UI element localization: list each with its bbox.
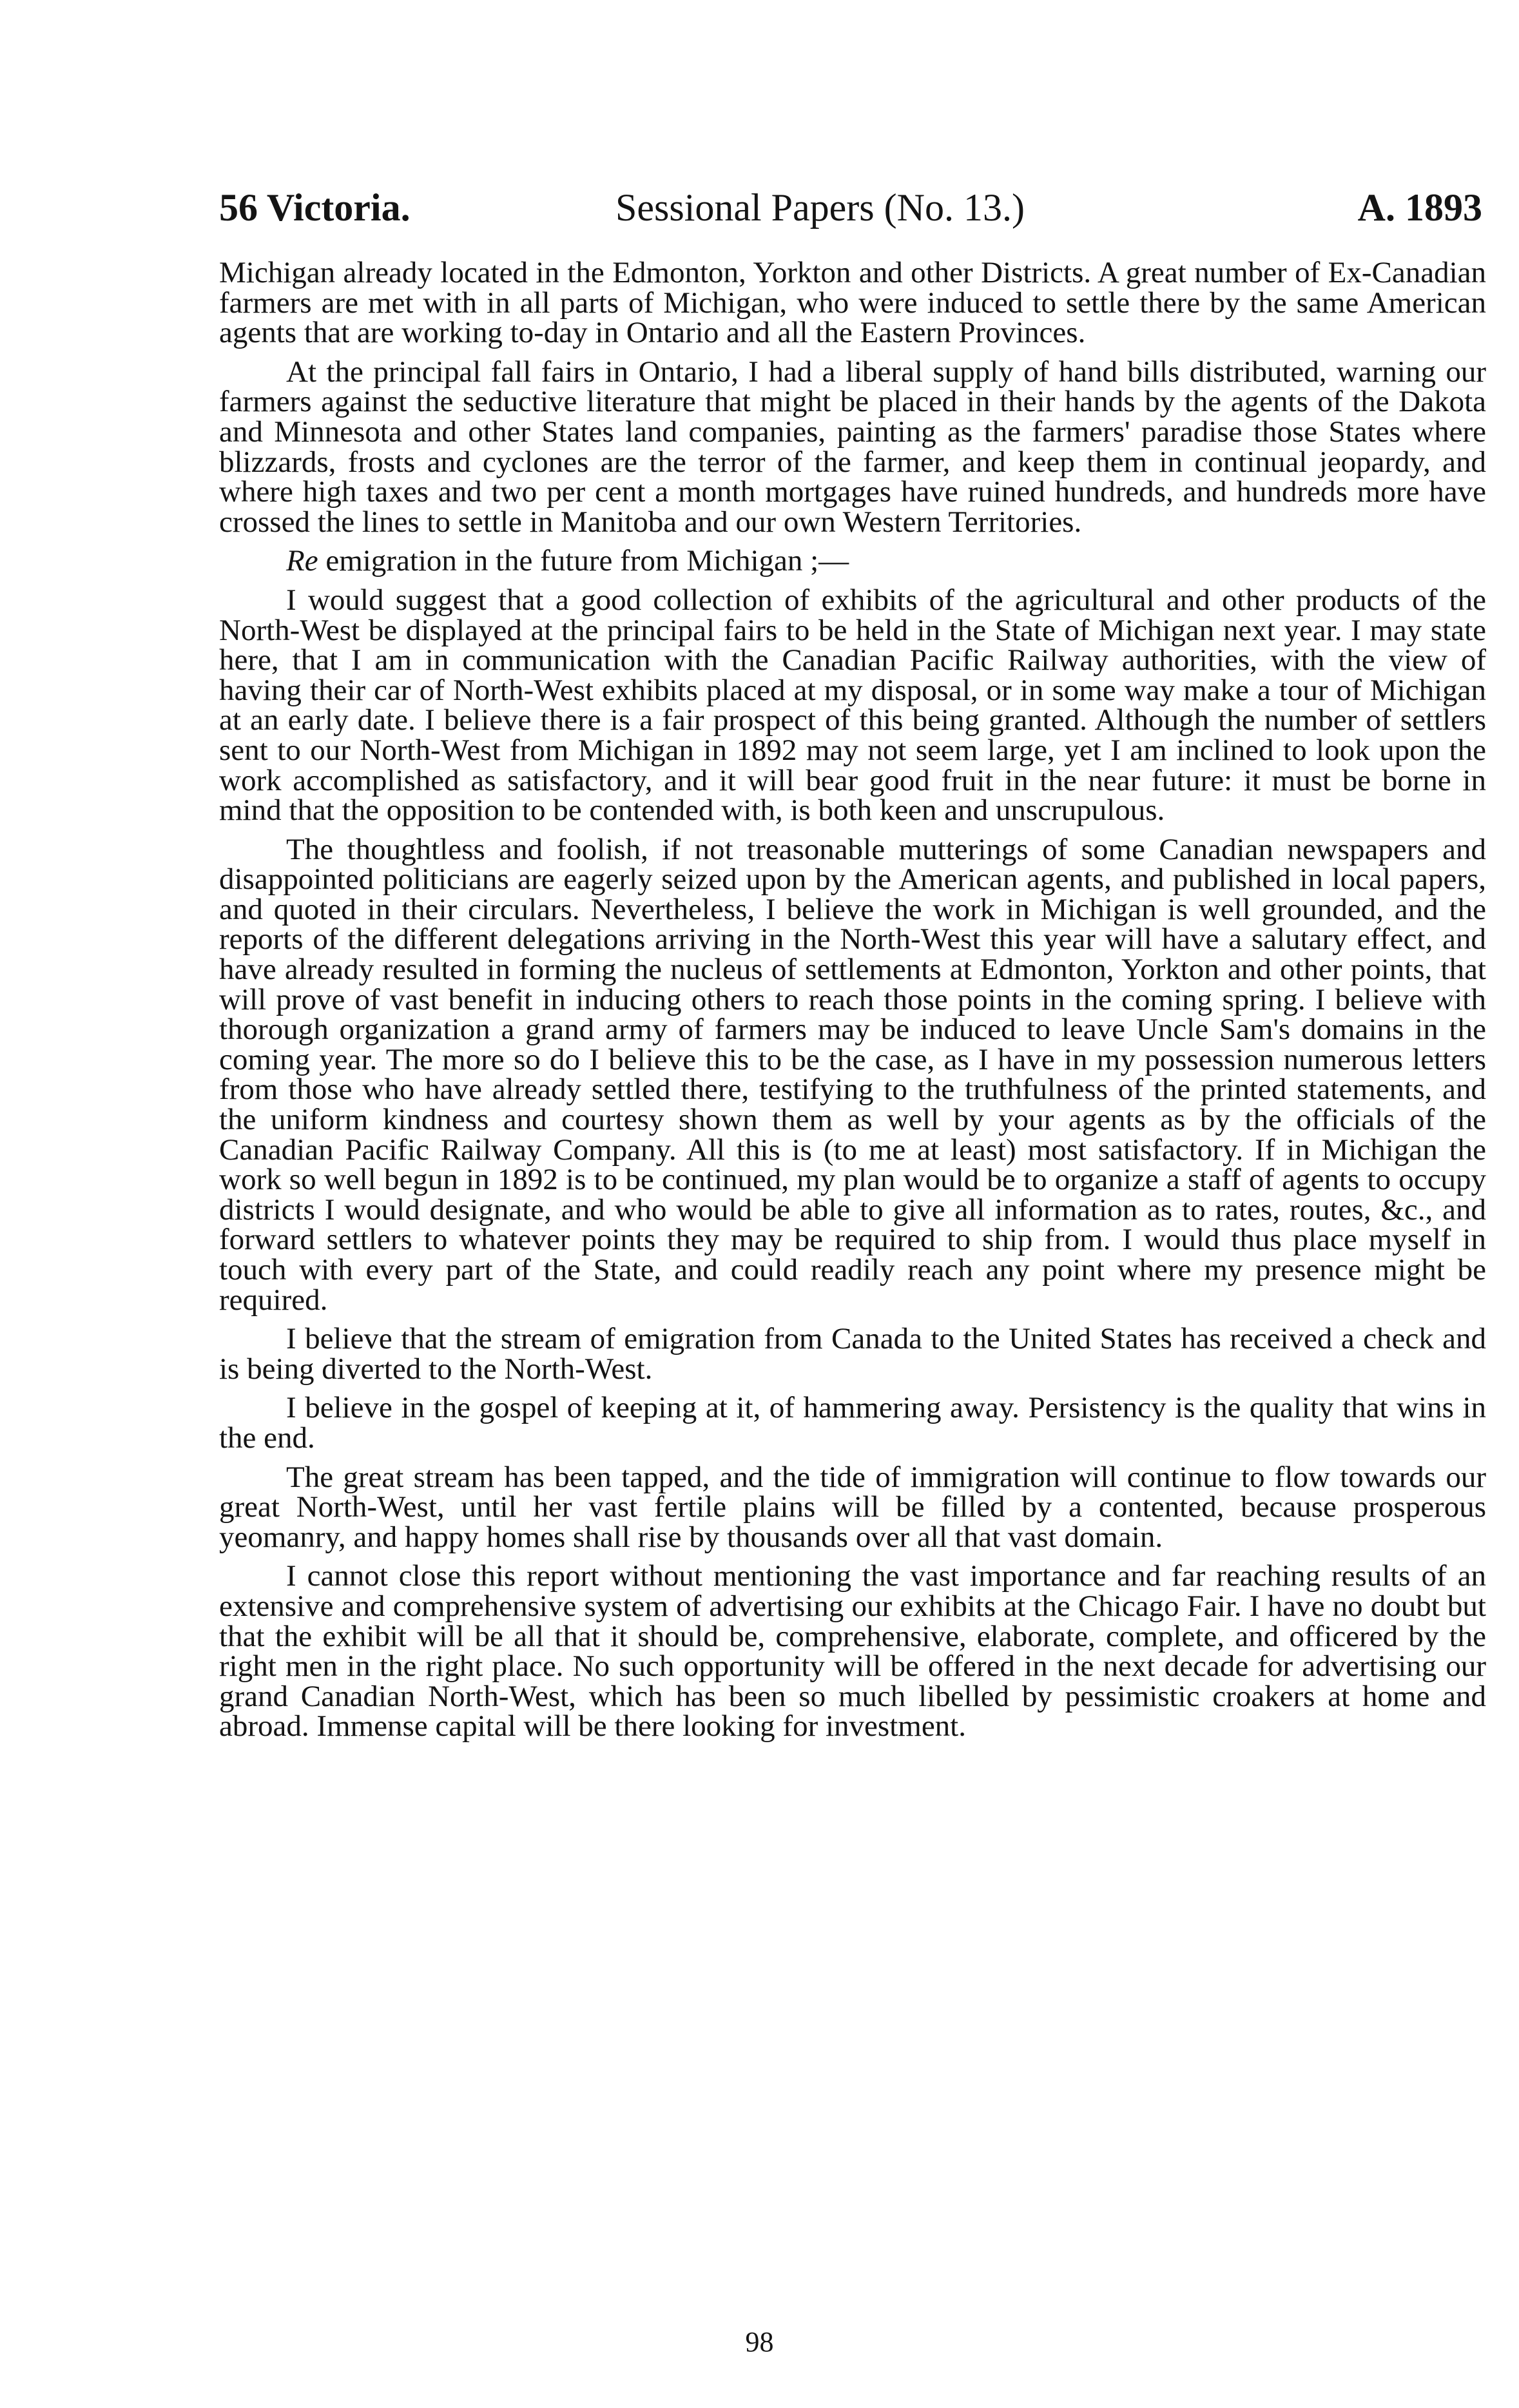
- header-session: 56 Victoria.: [219, 186, 411, 229]
- paragraph-re-emigration: [219, 546, 1486, 576]
- report-body: [219, 258, 1486, 1751]
- paragraph-stream: I believe that the stream of emigration from Canada to the United States has received a check and is being diverted to the North-West.: [219, 1322, 1486, 1386]
- paragraph-chicago-fair: I cannot close this report without mentioning the vast importance and far reaching results of an extensive and comprehensive system of advertising our exhibits at the Chicago Fair. I have no doubt but that the exhibit will be all that it should be, comprehensive, elaborate, complete, and officered by the right men in the right place. No such opportunity will be offered in the next decade for advertising our grand Canadian North-West, which has been so much libelled by pessimistic croakers at home and abroad. Immense capital will be there looking for investment.: [219, 1559, 1486, 1743]
- paragraph-fall-fairs: At the principal fall fairs in Ontario, I had a liberal supply of hand bills distributed, warning our farmers against the seductive literature that might be placed in their hands by the agents of the Dakota and Minnesota and other States land companies, painting as the farmers' paradise those States where blizzards, frosts and cyclones are the terror of the farmer, and keep them in continual jeopardy, and where high taxes and two per cent a month mortgages have ruined hundreds, and hundreds more have crossed the lines to settle in Manitoba and our own Western Territories.: [219, 354, 1486, 539]
- re-emigration-text: emigration in the future from Michigan ;—: [318, 544, 849, 578]
- paragraph-gospel: I believe in the gospel of keeping at it, of hammering away. Persistency is the quality that wins in the end.: [219, 1391, 1486, 1455]
- paragraph-exhibits: I would suggest that a good collection of exhibits of the agricultural and other products of the North-West be displayed at the principal fairs to be held in the State of Michigan next year. I may state here, that I am in communication with the Canadian Pacific Railway authorities, with the view of having their car of North-West exhibits placed at my disposal, or in some way make a tour of Michigan at an early date. I believe there is a fair prospect of this being granted. Although the number of settlers sent to our North-West from Michigan in 1892 may not seem large, yet I am inclined to look upon the work accomplished as satisfactory, and it will bear good fruit in the near future: it must be borne in mind that the opposition to be contended with, is both keen and unscrupulous.: [219, 583, 1486, 828]
- paragraph-great-stream: The great stream has been tapped, and the tide of immigration will continue to flow towards our great North-West, until her vast fertile plains will be filled by a contented, because prosperous yeomanry, and happy homes shall rise by thousands over all that vast domain.: [219, 1460, 1486, 1554]
- header-year: A. 1893: [1357, 186, 1482, 229]
- paragraph-continuation: Michigan already located in the Edmonton, Yorkton and other Districts. A great number of Ex-Canadian farmers are met with in all parts of Michigan, who were induced to settle there by the same American agents that are working to-day in Ontario and all the Eastern Provinces.: [219, 256, 1486, 350]
- page-header: [219, 182, 1482, 233]
- italic-re: Re: [286, 544, 318, 578]
- paragraph-mutterings: The thoughtless and foolish, if not treasonable mutterings of some Canadian newspapers and disappointed politicians are eagerly seized upon by the American agents, and published in local papers, and quoted in their circulars. Nevertheless, I believe the work in Michigan is well grounded, and the reports of the different delegations arriving in the North-West this year will have a salutary effect, and have already resulted in forming the nucleus of settlements at Edmonton, Yorkton and other points, that will prove of vast benefit in inducing others to reach those points in the coming spring. I believe with thorough organization a grand army of farmers may be induced to leave Uncle Sam's domains in the coming year. The more so do I believe this to be the case, as I have in my possession numerous letters from those who have already settled there, testifying to the truthfulness of the printed statements, and the uniform kindness and courtesy shown them as well by your agents as by the officials of the Canadian Pacific Railway Company. All this is (to me at least) most satisfactory. If in Michigan the work so well begun in 1892 is to be continued, my plan would be to organize a staff of agents to occupy districts I would designate, and who would be able to give all information as to rates, routes, &c., and forward settlers to whatever points they may be required to ship from. I would thus place myself in touch with every part of the State, and could readily reach any point where my presence might be required.: [219, 832, 1486, 1317]
- header-title: Sessional Papers (No. 13.): [615, 186, 1025, 229]
- page-number: 98: [745, 2326, 774, 2358]
